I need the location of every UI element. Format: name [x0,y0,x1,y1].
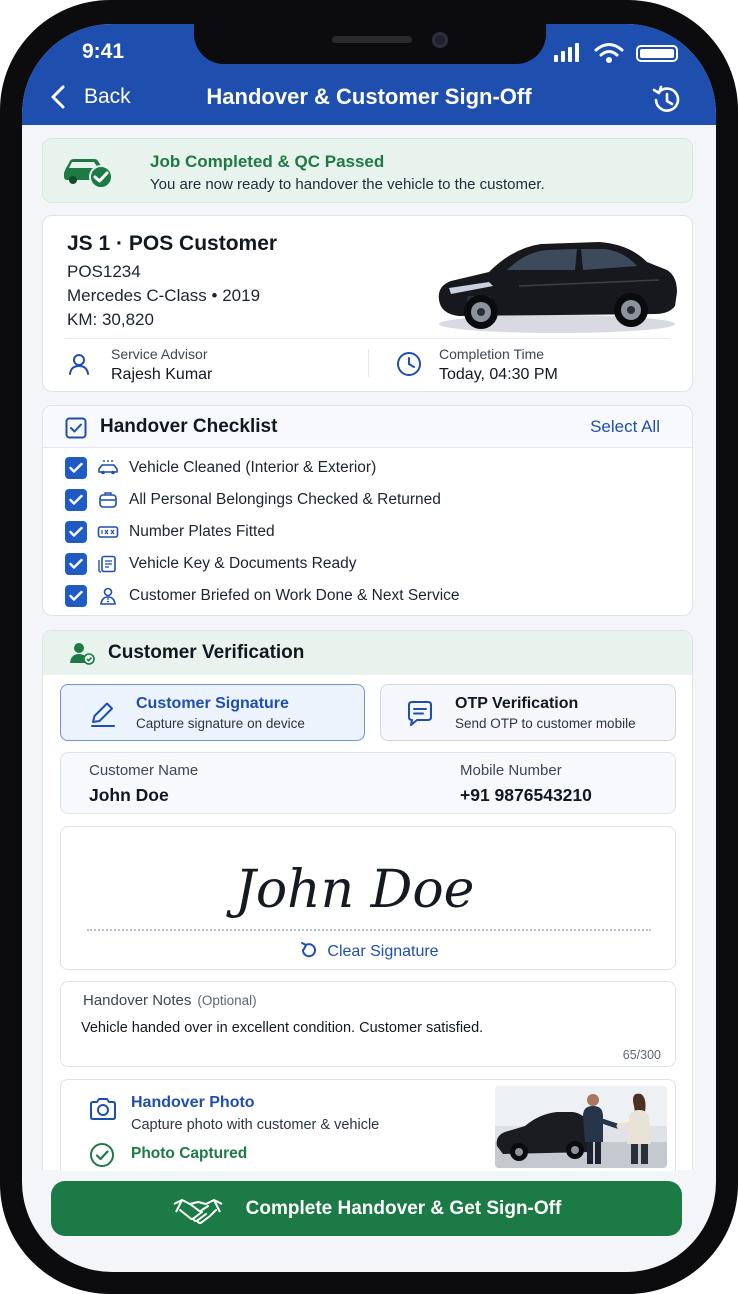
service-advisor-label: Service Advisor [111,346,208,362]
wifi-icon [594,42,624,64]
user-icon [65,350,93,378]
clock-icon [395,350,423,378]
checkbox-checked[interactable] [65,457,87,479]
handover-checklist [42,405,693,616]
notes-optional: (Optional) [197,993,257,1008]
refresh-icon [299,941,319,959]
signal-icon [554,55,558,62]
check-icon [69,462,83,474]
signature-line [87,929,651,931]
handover-notes[interactable] [60,981,676,1067]
completion-time-label: Completion Time [439,346,545,362]
page-title: Handover & Customer Sign-Off [206,84,532,109]
checklist-item[interactable] [65,521,665,543]
chevron-left-icon [48,84,70,110]
cta-label: Complete Handover & Get Sign-Off [245,1197,562,1219]
notes-input[interactable]: Vehicle handed over in excellent condition. Customer satisfied. [81,1020,484,1036]
verification-header [43,631,692,675]
vehicle-card [42,215,693,392]
checklist-item[interactable] [65,553,665,575]
signature-option-title: Customer Signature [136,695,289,712]
customer-briefed-icon [97,587,119,605]
front-camera [432,32,448,48]
photo-status: Photo Captured [131,1145,248,1162]
otp-option[interactable] [380,684,676,741]
handover-photo-thumbnail[interactable] [495,1086,667,1168]
user-verified-icon [69,641,95,665]
belongings-icon [97,491,119,509]
pen-icon [88,699,118,729]
customer-name-label: Customer Name [89,762,199,779]
checklist-item[interactable] [65,457,665,479]
vehicle-km: KM: 30,820 [67,310,154,329]
checklist-item-label: Customer Briefed on Work Done & Next Service [129,587,460,604]
handshake-icon [172,1194,224,1224]
vehicle-plate: POS1234 [67,262,141,281]
clear-signature-button[interactable] [61,941,677,961]
checklist-header [43,406,692,448]
history-icon[interactable] [648,82,684,118]
signature-option-subtitle: Capture signature on device [136,716,305,731]
back-label: Back [84,85,131,108]
checklist-item-label: Vehicle Key & Documents Ready [129,555,357,572]
battery-icon [636,45,678,62]
checkbox-checked[interactable] [65,489,87,511]
vehicle-image [429,226,681,338]
documents-icon [97,555,119,573]
checklist-icon [65,417,87,439]
check-icon [69,558,83,570]
checklist-item-label: Vehicle Cleaned (Interior & Exterior) [129,459,377,476]
signal-bar [568,47,572,62]
banner-title: Job Completed & QC Passed [150,152,385,171]
app-header [22,24,716,125]
message-icon [405,699,435,729]
car-wash-icon [97,459,119,477]
qc-passed-banner [42,138,693,203]
signal-bar [561,51,565,62]
camera-icon [88,1096,118,1122]
car-check-icon [61,153,113,189]
service-advisor-name: Rajesh Kumar [111,366,213,383]
checkbox-checked[interactable] [65,553,87,575]
signature-pad[interactable] [60,826,676,970]
photo-subtitle: Capture photo with customer & vehicle [131,1117,380,1133]
back-button[interactable] [48,84,131,110]
handover-photo[interactable] [60,1079,676,1171]
clear-signature-label: Clear Signature [327,943,439,960]
checklist-item-label: Number Plates Fitted [129,523,275,540]
check-circle-icon [89,1142,115,1168]
customer-verification [42,630,693,1170]
vehicle-model: Mercedes C-Class • 2019 [67,286,261,305]
check-icon [69,494,83,506]
check-icon [69,590,83,602]
checkbox-checked[interactable] [65,521,87,543]
divider [368,349,369,377]
otp-option-title: OTP Verification [455,695,579,712]
status-icons [554,42,684,64]
verification-title: Customer Verification [108,642,305,663]
notes-char-count: 65/300 [622,1048,661,1062]
banner-subtitle: You are now ready to handover the vehicle to the customer. [150,176,545,193]
check-icon [69,526,83,538]
customer-name-value: John Doe [89,785,169,805]
completion-time-value: Today, 04:30 PM [439,366,558,383]
notes-label-text: Handover Notes [83,992,192,1009]
checklist-item[interactable] [65,489,665,511]
checklist-item-label: All Personal Belongings Checked & Returned [129,491,441,508]
mobile-number-value: +91 9876543210 [460,785,592,805]
otp-option-subtitle: Send OTP to customer mobile [455,716,636,731]
divider [65,338,670,339]
notes-label [83,992,257,1009]
number-plate-icon [97,523,119,541]
notch [194,24,546,64]
signal-bar [575,43,579,62]
checklist-item[interactable] [65,585,665,607]
screen [22,24,716,1272]
mobile-number-label: Mobile Number [460,762,562,779]
signature-text: John Doe [235,860,475,920]
status-time: 9:41 [82,40,125,63]
checkbox-checked[interactable] [65,585,87,607]
signature-option[interactable] [60,684,365,741]
photo-title: Handover Photo [131,1094,255,1111]
complete-handover-button[interactable] [51,1181,682,1236]
select-all-button[interactable]: Select All [590,417,660,436]
job-title: JS 1 · POS Customer [67,232,278,255]
checklist-title: Handover Checklist [100,416,278,437]
speaker-grille [332,36,412,43]
signature-drawing [221,845,521,935]
customer-details [60,752,676,814]
